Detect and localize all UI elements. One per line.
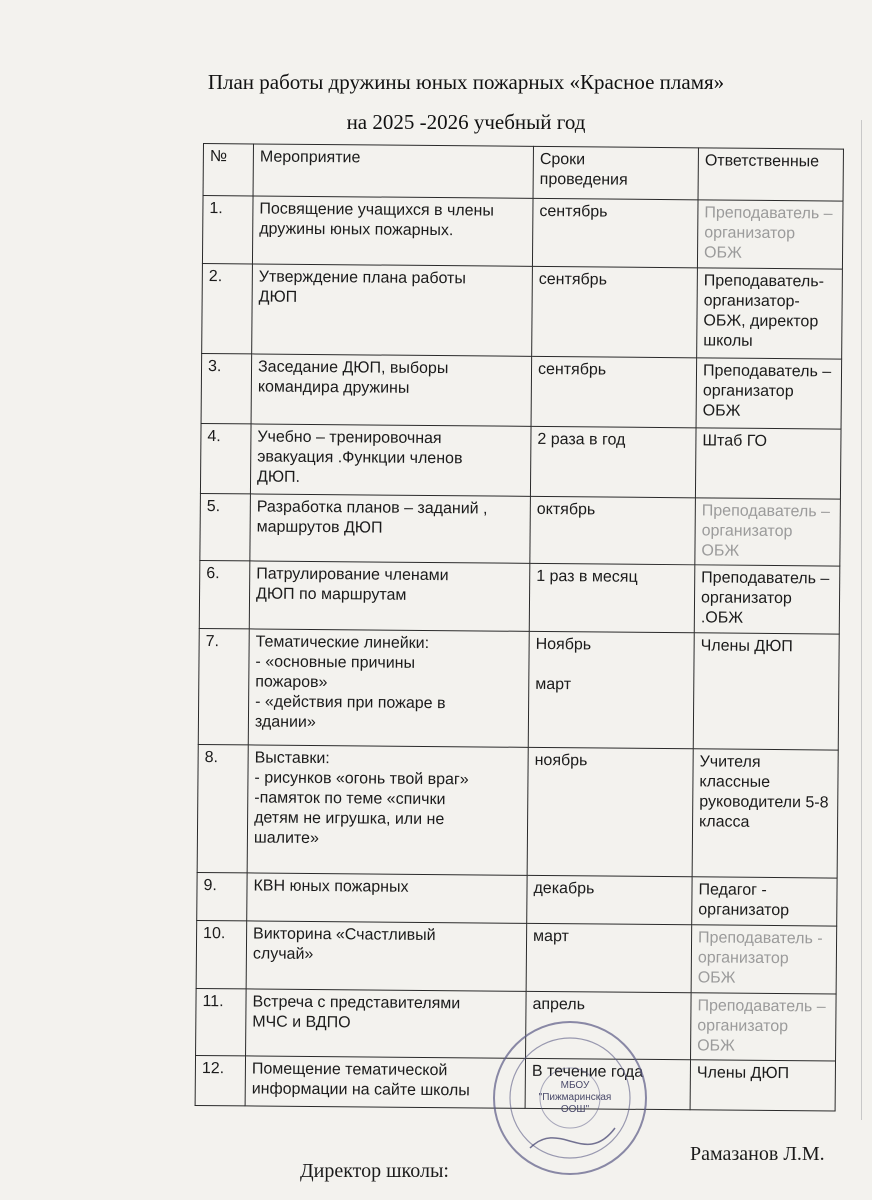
row-responsible: Преподаватель – организатор ОБЖ	[697, 200, 843, 269]
row-responsible: Преподаватель – организатор ОБЖ	[691, 993, 837, 1061]
plan-table	[195, 143, 844, 1112]
scan-edge	[861, 120, 862, 1120]
row-responsible: Педагог - организатор	[692, 877, 837, 926]
row-responsible: Преподаватель- организатор- ОБЖ, директор школы	[697, 268, 843, 359]
table-row	[200, 493, 841, 566]
row-responsible: Преподаватель - организатор ОБЖ	[691, 925, 837, 994]
row-num: 10.	[196, 920, 247, 988]
row-num: 8.	[197, 744, 248, 872]
document-title: План работы дружины юных пожарных «Красное пламя»	[207, 70, 725, 94]
table-row	[197, 744, 838, 878]
table-row	[198, 628, 839, 750]
table-row	[201, 353, 842, 429]
row-num: 6.	[199, 560, 250, 628]
document-subtitle: на 2025 -2026 учебный год	[346, 110, 586, 134]
row-dates: Ноябрь март	[528, 631, 694, 748]
row-activity: Патрулирование членами ДЮП по маршрутам	[249, 561, 530, 631]
row-dates: ноябрь	[527, 747, 693, 876]
row-dates: В течение года	[525, 1058, 690, 1109]
row-activity: Заседание ДЮП, выборы командира дружины	[251, 354, 532, 426]
row-responsible: Преподаватель – организатор ОБЖ	[696, 358, 842, 429]
row-activity: Тематические линейки: - «основные причины пожаров» - «действия при пожаре в здании»	[248, 629, 529, 747]
header-activity: Мероприятие	[253, 144, 533, 198]
row-dates: 1 раз в месяц	[529, 563, 695, 632]
table-row	[199, 560, 840, 634]
row-num: 2.	[202, 263, 253, 353]
row-activity: Викторина «Счастливый случай»	[246, 921, 527, 991]
row-responsible: Члены ДЮП	[690, 1060, 835, 1111]
row-num: 4.	[200, 423, 251, 493]
row-num: 9.	[197, 872, 247, 920]
row-num: 5.	[200, 493, 251, 560]
table-row	[197, 872, 837, 926]
header-responsible: Ответственные	[698, 148, 843, 201]
row-activity: Помещение тематической информации на сайте школы	[245, 1056, 525, 1108]
director-label: Директор школы:	[300, 1160, 449, 1182]
row-dates: сентябрь	[532, 198, 698, 267]
row-dates: сентябрь	[532, 266, 698, 357]
table-row	[202, 263, 843, 359]
row-responsible: Преподаватель – организатор ОБЖ	[695, 498, 841, 566]
table-header-row	[203, 144, 843, 202]
row-num: 12.	[195, 1055, 245, 1105]
row-responsible: Штаб ГО	[695, 428, 841, 499]
row-dates: апрель	[526, 991, 692, 1059]
row-activity: Учебно – тренировочная эвакуация .Функции членов ДЮП.	[250, 424, 531, 496]
header-num: №	[203, 144, 253, 196]
row-dates: март	[526, 923, 692, 992]
header-dates: Сроки проведения	[533, 146, 698, 199]
row-activity: Разработка планов – заданий , маршрутов ДЮП	[250, 494, 531, 563]
stamp-text: МБОУ "Пижмаринская ООШ"	[538, 1080, 612, 1115]
row-dates: октябрь	[530, 496, 696, 564]
row-num: 1.	[202, 196, 253, 264]
row-activity: Утверждение плана работы ДЮП	[252, 264, 533, 356]
table-row	[202, 196, 843, 270]
director-name: Рамазанов Л.М.	[690, 1143, 825, 1165]
row-dates: сентябрь	[531, 356, 697, 427]
row-responsible: Преподаватель – организатор .ОБЖ	[694, 565, 840, 634]
row-activity: Посвящение учащихся в члены дружины юных пожарных.	[252, 196, 533, 266]
row-responsible: Учителя классные руководители 5-8 класса	[692, 749, 838, 878]
row-activity: Встреча с представителями МЧС и ВДПО	[246, 989, 527, 1058]
row-activity: КВН юных пожарных	[247, 873, 527, 923]
row-num: 3.	[201, 353, 252, 423]
row-activity: Выставки: - рисунков «огонь твой враг» -памяток по теме «спички детям не игрушка, или не шалите»	[247, 745, 528, 875]
row-responsible: Члены ДЮП	[693, 633, 839, 750]
row-num: 7.	[198, 628, 249, 744]
table-row	[196, 920, 837, 994]
table-row	[200, 423, 841, 499]
row-dates: декабрь	[527, 875, 692, 924]
row-dates: 2 раза в год	[530, 426, 696, 497]
row-num: 11.	[196, 988, 247, 1055]
